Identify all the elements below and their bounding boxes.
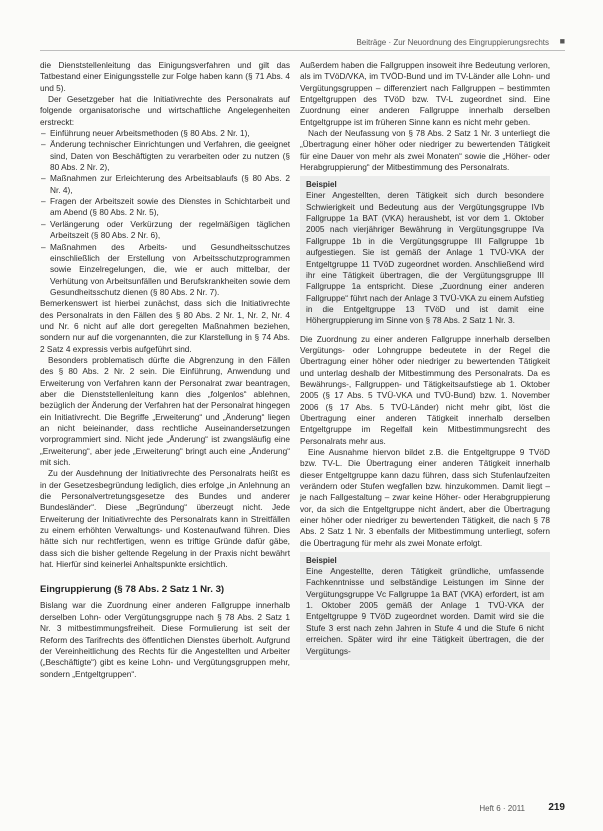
paragraph: Zu der Ausdehnung der Initiativrechte des Personalrats heißt es in der Gesetzesbegründung lediglich, dies erfolge „in Anlehnung an die Personalvertretungsgesetze des Bundes und anderer Bundesländer“. Diese „Begründung“ überzeugt nicht. Jede Erweiterung der Initiativrechte des Personalrats kann in Streitfällen zu einem erhöhten Verwaltungs- und Kostenaufwand führen. Dies hätte sich nur rechtfertigen, wenn es triftige Gründe dafür gäbe, dass sich die bisher geltende Regelung in der Praxis nicht bewährt hat. Hierfür sind keinerlei Anhaltspunkte ersichtlich.	[40, 468, 290, 570]
paragraph: Eine Ausnahme hiervon bildet z.B. die Entgeltgruppe 9 TVöD bzw. TV-L. Die Übertragung einer anderen Tätigkeit innerhalb dieser Entgeltgruppe kann dazu führen, dass sich Stufenlaufzeiten verändern oder Stufen wegfallen bzw. hinzukommen. Damit liegt – je nach Fallgestaltung – zwar keine Höher- oder Herabgruppierung vor, da sich die Entgeltgruppe nicht ändert, aber die Übertragung einer höher oder niedriger zu bewertenden Tätigkeit, die nach § 78 Abs. 2 Satz 1 Nr. 3 ebenfalls der Mitbestimmung unterliegt, sofern die Übertragung für mehr als zwei Monate erfolgt.	[300, 447, 550, 548]
page-footer	[0, 802, 565, 816]
paragraph: die Dienststellenleitung das Einigungsverfahren und gilt das Tatbestand einer Einigungsstelle zur Folge haben kann (§ 71 Abs. 4 und 5).	[40, 60, 290, 93]
paragraph: Bemerkenswert ist hierbei zunächst, dass sich die Initiativrechte des Personalrats in den Fällen des § 80 Abs. 2 Nr. 1, Nr. 2, Nr. 4 und Nr. 6 nicht auf alle dort geregelten Maßnahmen beziehen, sondern nur auf die vorgenannten, die zur Klarstellung in § 74 Abs. 2 Satz 4 expressis verbis aufgeführt sind.	[40, 298, 290, 354]
example-box	[300, 176, 550, 329]
section-heading: Eingruppierung (§ 78 Abs. 2 Satz 1 Nr. 3)	[40, 584, 225, 596]
paragraph: Bislang war die Zuordnung einer anderen Fallgruppe innerhalb derselben Lohn- oder Vergütungsgruppe nach § 78 Abs. 2 Satz 1 Nr. 3 mitbestimmungsfreiheit. Diese Formulierung ist seit der Reform des Tarifrechts des öffentlichen Dienstes überholt. Aufgrund der Vereinheitlichung des Rechts für die Angestellten und Arbeiter („Beschäftigte“) gibt es keine Lohn- und Vergütungsgruppen mehr, sondern „Entgeltgruppen“.	[40, 600, 290, 679]
paragraph: Nach der Neufassung von § 78 Abs. 2 Satz 1 Nr. 3 unterliegt die „Übertragung einer höher oder niedriger zu bewertenden Tätigkeit für eine Dauer von mehr als zwei Monaten“ sowie die „Höher- oder Herabgruppierung“ der Mitbestimmung des Personalrats.	[300, 128, 550, 173]
paragraph: Besonders problematisch dürfte die Abgrenzung in den Fällen des § 80 Abs. 2 Nr. 2 sein. Die Einführung, Anwendung und Erweiterung von Verfahren kann der Personalrat zwar beantragen, aber die Dienststellenleitung kann dies „folgenlos“ ablehnen, bezüglich der Änderung der Verfahren hat der Personalrat hingegen ein Initiativrecht. Die Begriffe „Erweiterung“ und „Änderung“ liegen an nicht beieinander, dass rechtliche Auseinandersetzungen vorprogrammiert sind. Nicht jede „Änderung“ ist zwangsläufig eine „Erweiterung“, aber jede „Erweiterung“ bringt auch eine „Änderung“ mit sich.	[40, 354, 290, 468]
list-item: – Verlängerung oder Verkürzung der regelmäßigen täglichen Arbeitszeit (§ 80 Abs. 2 Nr. 6),	[50, 219, 290, 242]
paragraph: Außerdem haben die Fallgruppen insoweit ihre Bedeutung verloren, als im TVöD/VKA, im TVÖD-Bund und im TV-Länder alle Lohn- und Vergütungsgruppen – differenziert nach Fallgruppen – bestimmten Entgeltgruppen des TVöD bzw. TV-L zugeordnet sind. Eine Zuordnung einer anderen Fallgruppe innerhalb derselben Entgeltgruppe ist im früheren Sinne kann es nicht mehr geben.	[300, 60, 550, 127]
example-label: Beispiel	[306, 180, 337, 190]
example-text: Einer Angestellten, deren Tätigkeit sich durch besondere Schwierigkeit und Bedeutung aus der Vergütungsgruppe IVb Fallgruppe 1a BAT (VKA) heraushebt, ist vor dem 1. Oktober 2005 nach vierjähriger Bewährung in Vergütungsgruppe IVa Fallgruppe 1b in die Vergütungsgruppe III Fallgruppe 1b aufgestiegen. Sie ist gemäß der Anlage 1 TVÜ-VKA der Entgeltgruppe 11 TVöD zugeordnet worden. Anschließend wird ihr eine Tätigkeit übertragen, die der Vergütungsgruppe III Fallgruppe 1a entspricht. Diese „Zuordnung einer anderen Fallgruppe“ führt nach der Anlage 3 TVÜ-VKA zu einem Aufstieg in die Entgeltgruppe 13 TVöD und ist damit eine Höhergruppierung im Sinne von § 78 Abs. 2 Satz 1 Nr. 3.	[306, 190, 544, 326]
paragraph: Die Zuordnung zu einer anderen Fallgruppe innerhalb derselben Vergütungs- oder Lohngruppe bedeutete in der Regel die Übertragung einer höher oder niedriger zu bewertenden Tätigkeit und unterlag deshalb der Mitbestimmung des Personalrats. Da es Bewährungs-, Fallgruppen- und Tätigkeitsaufstiege ab 1. Oktober 2005 (§ 17 Abs. 5 TVÜ-VKA und TVÜ-Bund) bzw. 1. November 2006 (§ 17 Abs. 5 TVÜ-Länder) nicht mehr gibt, löst die Übertragung einer anderen Tätigkeit innerhalb derselben Entgeltgruppe im Regelfall kein Mitbestimmungsrecht des Personalrats mehr aus.	[300, 333, 550, 446]
right-column	[300, 60, 550, 664]
initiative-rights-list	[40, 128, 290, 298]
section-marker: ■	[559, 36, 565, 46]
example-label: Beispiel	[306, 556, 337, 566]
running-header	[40, 36, 565, 51]
example-text: Eine Angestellte, deren Tätigkeit gründliche, umfassende Fachkenntnisse und selbständige Leistungen im Sinne der Vergütungsgruppe Vc Fallgruppe 1a BAT (VKA) erfordert, ist am 1. Oktober 2005 gemäß der Anlage 1 TVÜ-VKA der Entgeltgruppe 9 TVöD zugeordnet worden. Damit wird sie die Stufe 3 erst nach zehn Jahren in Stufe 4 und die Stufe 6 nicht erreichen. Später wird ihr eine Tätigkeit übertragen, die der Vergütungs-	[306, 566, 544, 656]
left-column	[40, 60, 290, 680]
list-item: – Änderung technischer Einrichtungen und Verfahren, die geeignet sind, Daten von Beschäftigten zu verarbeiten oder zu nutzen (§ 80 Abs. 2 Nr. 2),	[50, 139, 290, 173]
list-item: – Fragen der Arbeitszeit sowie des Dienstes in Schichtarbeit und am Abend (§ 80 Abs. 2 Nr. 5),	[50, 196, 290, 219]
list-item: – Einführung neuer Arbeitsmethoden (§ 80 Abs. 2 Nr. 1),	[50, 128, 290, 139]
running-title: Beiträge · Zur Neuordnung des Eingruppierungsrechts	[356, 38, 549, 47]
list-item: – Maßnahmen zur Erleichterung des Arbeitsablaufs (§ 80 Abs. 2 Nr. 4),	[50, 173, 290, 196]
example-box	[300, 552, 550, 660]
page-number: 219	[548, 802, 565, 813]
issue-label: Heft 6 · 2011	[479, 804, 525, 813]
paragraph: Der Gesetzgeber hat die Initiativrechte des Personalrats auf folgende organisatorische und wirtschaftliche Angelegenheiten erstreckt:	[40, 94, 290, 127]
list-item: – Maßnahmen des Arbeits- und Gesundheitsschutzes einschließlich der Erstellung von Arbeitsschutzprogrammen sowie Einzelregelungen, die, wie er auch mittelbar, der Verhütung von Arbeitsunfällen und Berufskrankheiten sowie dem Gesundheitsschutz dienen (§ 80 Abs. 2 Nr. 7).	[50, 242, 290, 299]
